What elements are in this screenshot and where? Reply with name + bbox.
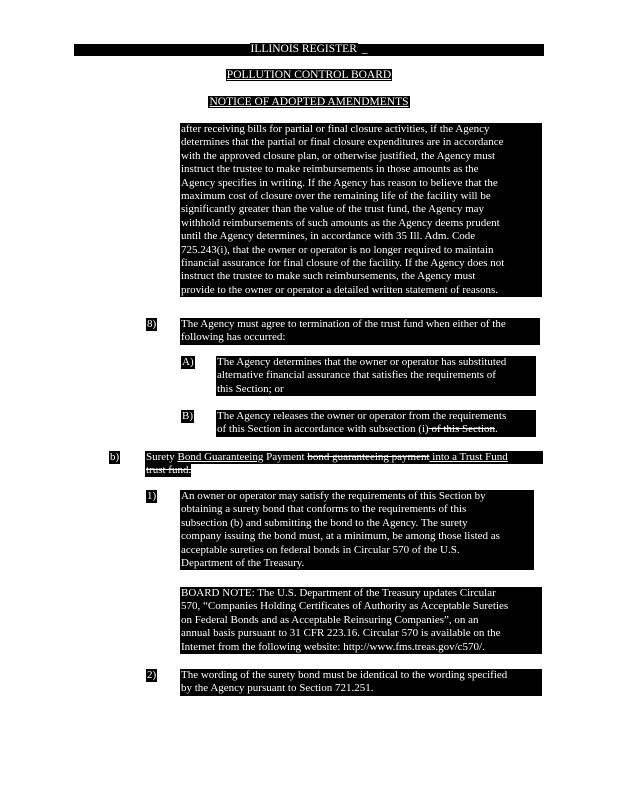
item-1-text: An owner or operator may satisfy the requirements of this Section by obtaining a surety bond that conforms to the requirements of this subsection (b) and submitting the bond to the Agency. The surety company issuing the bond must, at a minimum, be among those listed as acceptable sureties on federal bonds in Circular 570 of the U.S. Department of the Treasury. — [180, 490, 534, 570]
notice-title: NOTICE OF ADOPTED AMENDMENTS — [209, 96, 409, 108]
item-b-text: The Agency releases the owner or operator from the requirements of this Section in accordance with subsection (i) of this Section. — [216, 410, 536, 437]
section-b-heading-line2: trust fund. — [146, 464, 192, 476]
board-note: BOARD NOTE: The U.S. Department of the Treasury updates Circular 570, “Companies Holding Certificates of Authority as Acceptable Sureties on Federal Bonds and as Acceptable Reinsuring Companies”, on an annual basis pursuant to 31 CFR 223.16. Circular 570 is available on the Internet from the following website: http://www.fms.treas.gov/c570/. — [180, 587, 542, 654]
top-paragraph: after receiving bills for partial or final closure activities, if the Agency determines that the partial or final closure expenditures are in accordance with the approved closure plan, or otherwise justified, the Agency must instruct the trustee to make reimbursements in those amounts as the Agency specifies in writing. If the Agency has reason to believe that the maximum cost of closure over the remaining life of the facility will be significantly greater than the value of the trust fund, the Agency may withhold reimbursements of such amounts as the Agency deems prudent until the Agency determines, in accordance with 35 Ill. Adm. Code 725.243(i), that the owner or operator is no longer required to maintain financial assurance for final closure of the facility. If the Agency does not instruct the trustee to make such reimbursements, the Agency must provide to the owner or operator a detailed written statement of reasons. — [180, 123, 542, 297]
item-1-number: 1) — [147, 490, 157, 502]
board-title: POLLUTION CONTROL BOARD — [226, 69, 392, 81]
item-a-number: A) — [182, 356, 194, 368]
section-b-number: b) — [110, 451, 120, 463]
section-b-heading: Surety Bond Guaranteeing Payment bond guaranteeing payment into a Trust Fund — [145, 451, 543, 464]
item-b-number: B) — [182, 410, 193, 422]
item-2-number: 2) — [147, 669, 157, 681]
item-a-text: The Agency determines that the owner or operator has substituted alternative financial assurance that satisfies the requirements of this Section; or — [216, 356, 536, 396]
item-8-text: The Agency must agree to termination of the trust fund when either of the following has occurred: — [180, 318, 540, 345]
register-title: ILLINOIS REGISTER _ — [250, 43, 368, 55]
item-8-number: 8) — [147, 318, 157, 330]
item-2-text: The wording of the surety bond must be identical to the wording specified by the Agency pursuant to Section 721.251. — [180, 669, 542, 696]
